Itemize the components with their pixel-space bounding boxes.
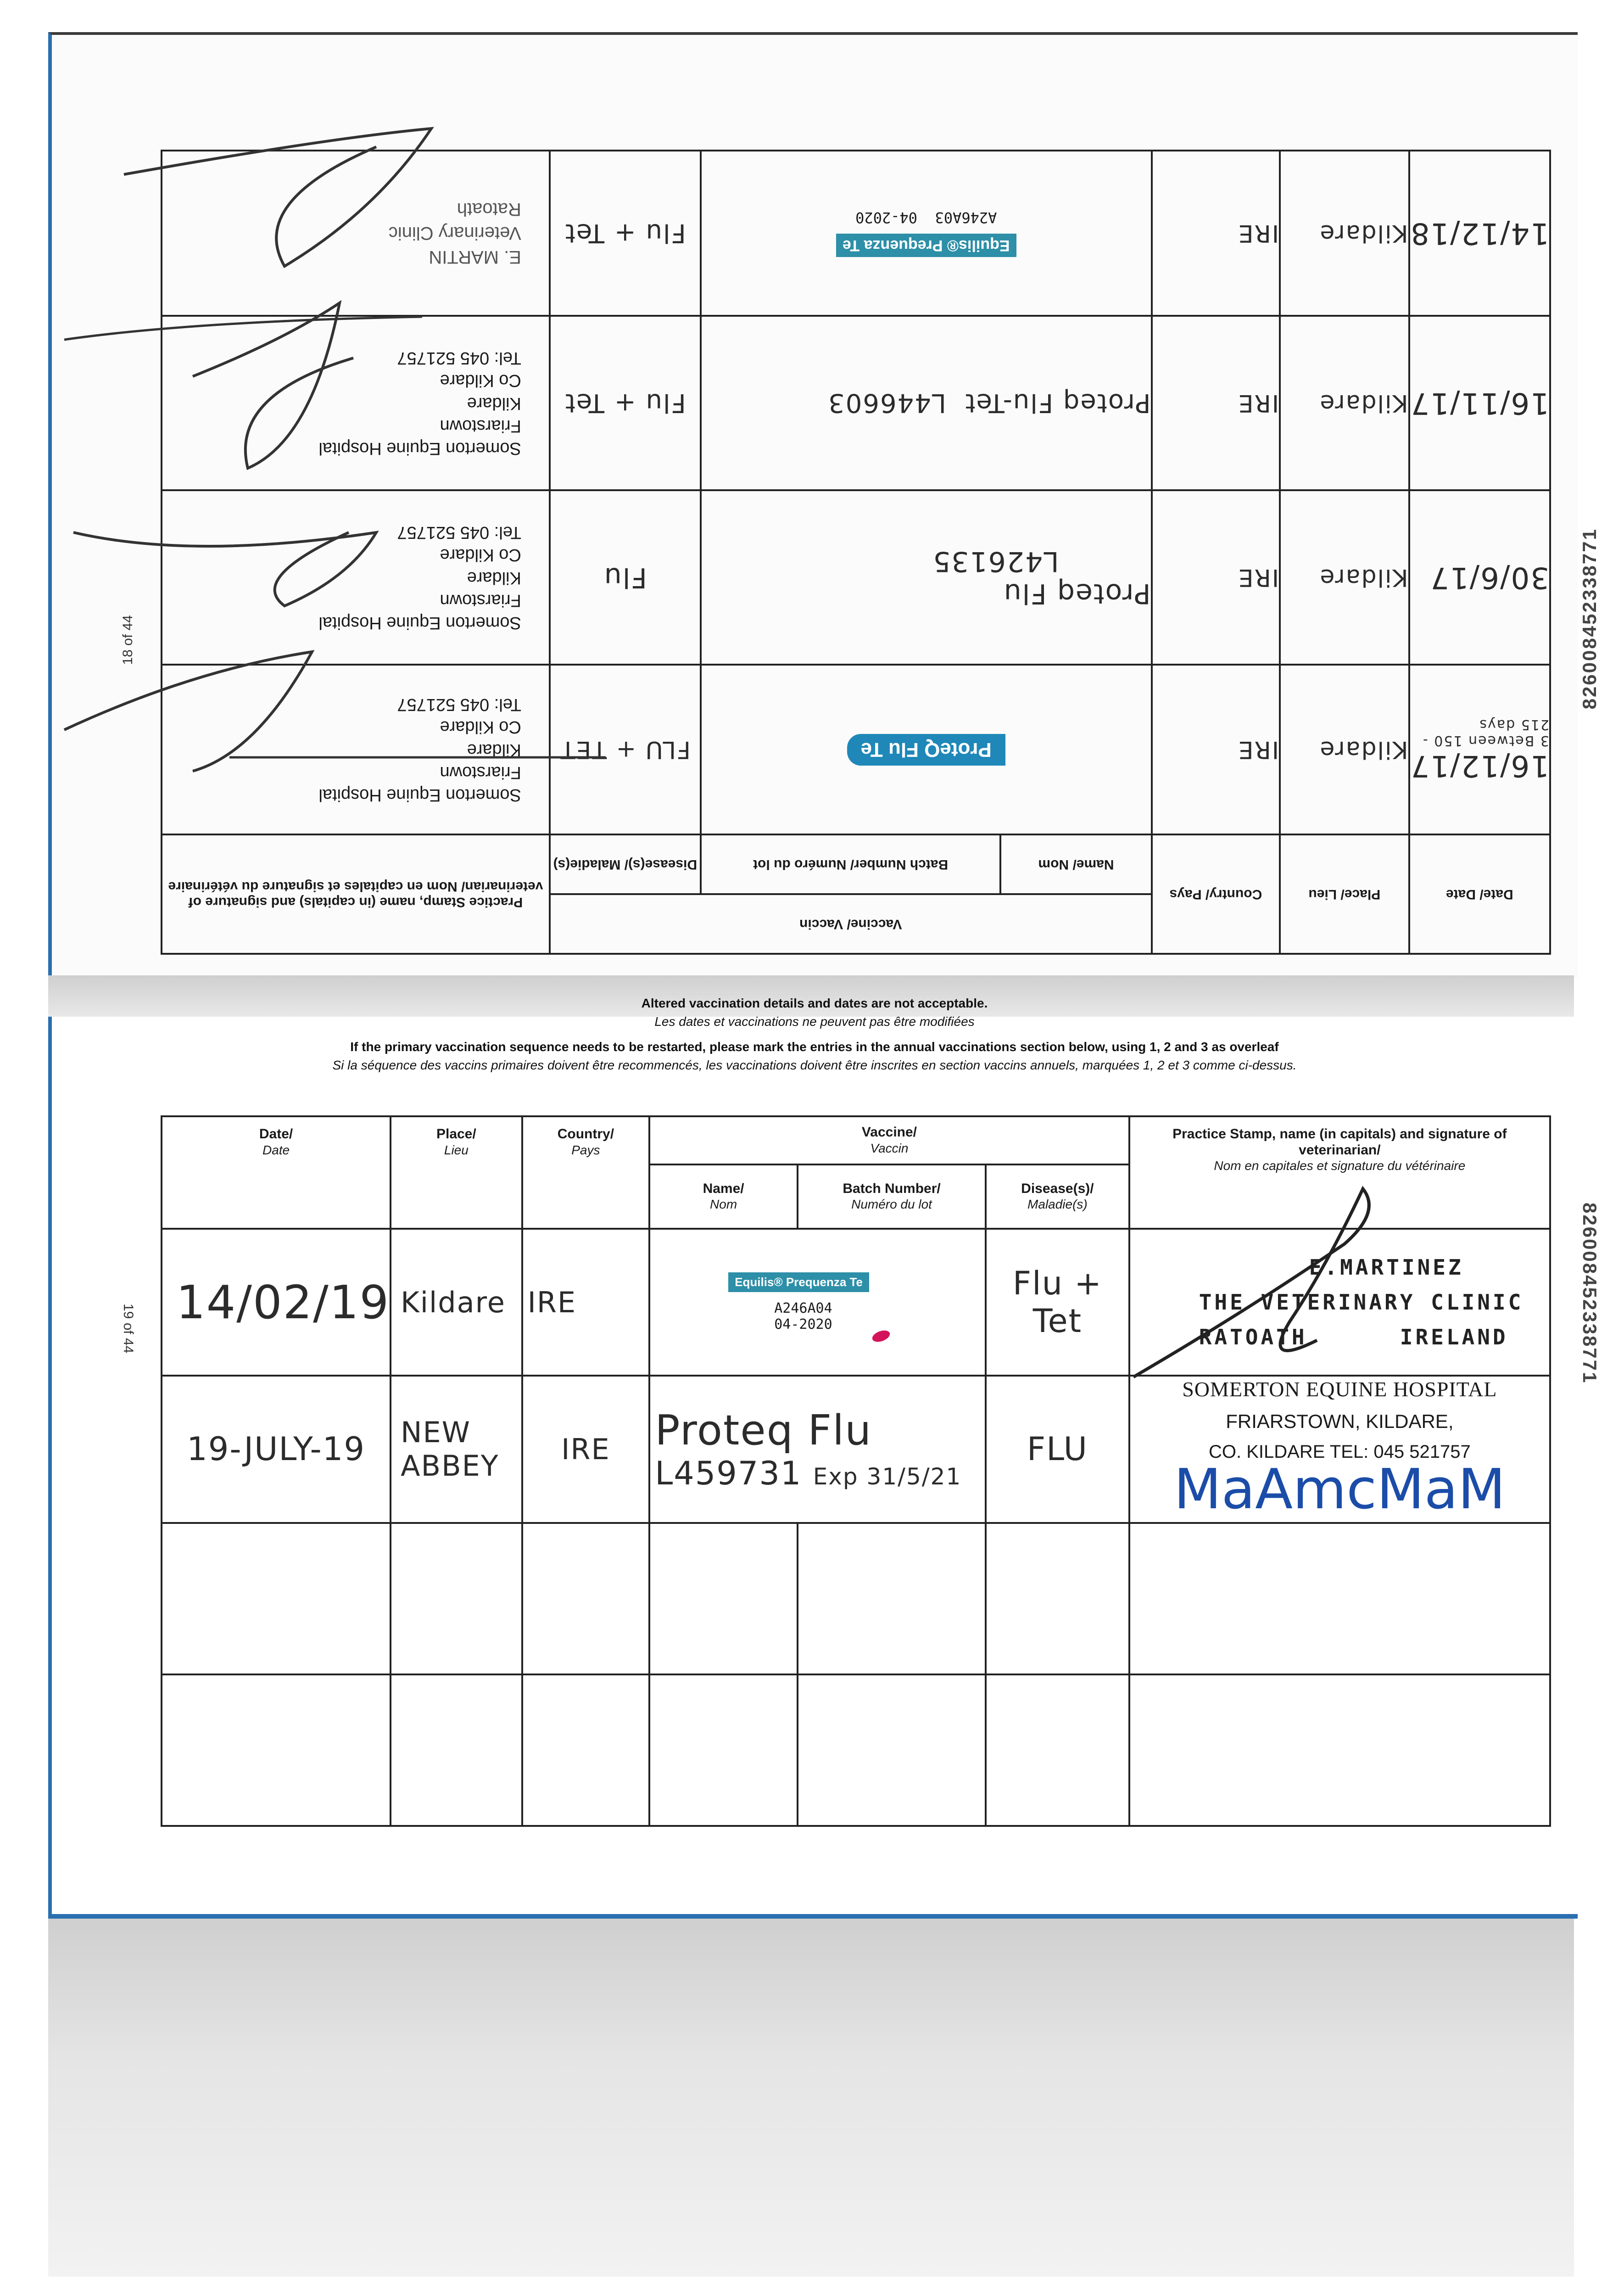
header-place: Place/ Lieu <box>391 1116 522 1229</box>
disease-cell: FLU <box>986 1376 1129 1523</box>
signature: MaAmcMaM <box>1174 1457 1506 1522</box>
top-page-number: 18 of 44 <box>120 615 135 665</box>
date-cell: 30/6/17 <box>1409 490 1550 665</box>
vaccine-batch-cell: Proteq Flu-Tet L446603 <box>701 316 1152 490</box>
vaccine-sticker-cell: Equilis® Prequenza Te A246A03 04-2020 <box>701 151 1152 316</box>
practice-stamp: Somerton Equine Hospital Friarstown Kildare Co Kildare Tel: 045 521757 <box>162 665 550 834</box>
vaccine-batch-cell: Proteq Flu L426135 <box>701 490 1152 665</box>
header-batch: Batch Number/ Numéro du lot <box>798 1164 986 1229</box>
header-vaccine: Vaccine/ Vaccin <box>550 894 1152 954</box>
country-cell: IRE <box>1152 151 1280 316</box>
vaccine-sticker-cell <box>649 1229 986 1376</box>
notice-restart-fr: Si la séquence des vaccins primaires doivent être recommencés, les vaccinations doivent être inscrites en section vaccins annuels, marquées 1, 2 et 3 comme ci-dessus. <box>332 1058 1297 1072</box>
date-cell: 16/11/17 <box>1409 316 1550 490</box>
vaccine-sticker: Equilis® Prequenza Te <box>836 234 1016 257</box>
country-cell: IRE <box>1152 665 1280 834</box>
disease-cell: Flu <box>550 490 701 665</box>
header-date: Date/ Date <box>1409 834 1550 954</box>
signature-martinez <box>1124 1175 1445 1382</box>
table-row <box>162 1376 1550 1523</box>
header-country: Country/ Pays <box>522 1116 650 1229</box>
place-cell: Kildare <box>1280 316 1409 490</box>
table-row <box>162 1674 1550 1826</box>
date-cell: 14/02/19 <box>162 1229 391 1376</box>
country-cell: IRE <box>522 1229 650 1376</box>
header-name: Name/ Nom <box>1000 834 1151 894</box>
bottom-side-id: 826008452338771 <box>1579 1203 1601 1384</box>
date-cell: 16/12/17 3 Between 150 - 215 days <box>1409 665 1550 834</box>
place-cell: Kildare <box>1280 665 1409 834</box>
practice-stamp: Somerton Equine Hospital Friarstown Kildare Co Kildare Tel: 045 521757 <box>162 490 550 665</box>
signature-scribbles-top <box>55 119 606 808</box>
scan-shadow <box>48 1919 1574 2277</box>
disease-cell: FLU + TET <box>550 665 701 834</box>
vaccine-label-cell <box>701 665 1152 834</box>
practice-stamp: SOMERTON EQUINE HOSPITAL FRIARSTOWN, KILDARE, CO. KILDARE TEL: 045 521757 MaAmcMaM <box>1129 1376 1550 1523</box>
country-cell: IRE <box>522 1376 650 1523</box>
vaccine-sticker: Equilis® Prequenza Te <box>728 1272 869 1292</box>
header-date: Date/ Date <box>162 1116 391 1229</box>
table-row <box>162 1523 1550 1674</box>
date-cell: 14/12/18 <box>1409 151 1550 316</box>
batch-number: A246A04 <box>774 1300 832 1316</box>
notice-restart: If the primary vaccination sequence needs to be restarted, please mark the entries in the annual vaccinations section below, using 1, 2 and 3 as overleaf <box>350 1040 1279 1054</box>
place-cell: Kildare <box>1280 151 1409 316</box>
header-practice: Practice Stamp, name (in capitals) and signature of veterinarian/ Nom en capitales et signature du vétérinaire <box>162 834 550 954</box>
vaccine-batch-cell: Proteq Flu L459731 Exp 31/5/21 <box>649 1376 986 1523</box>
header-country: Country/ Pays <box>1152 834 1280 954</box>
disease-cell: Flu + Tet <box>550 151 701 316</box>
header-batch: Batch Number/ Numéro du lot <box>701 834 1001 894</box>
notice-altered-fr: Les dates et vaccinations ne peuvent pas être modifiées <box>654 1014 975 1029</box>
country-cell: IRE <box>1152 490 1280 665</box>
header-place: Place/ Lieu <box>1280 834 1409 954</box>
date-cell: 19-JULY-19 <box>162 1376 391 1523</box>
disease-cell: Flu + Tet <box>986 1229 1129 1376</box>
place-cell: Kildare <box>391 1229 522 1376</box>
practice-stamp: E.MARTINEZ THE VETERINARY CLINIC RATOATH IRELAND <box>1129 1229 1550 1376</box>
top-side-id: 826008452338771 <box>1579 528 1600 710</box>
header-vaccine: Vaccine/ Vaccin <box>649 1116 1129 1164</box>
header-disease: Disease(s)/ Maladie(s) <box>550 834 701 894</box>
bottom-page-number: 19 of 44 <box>121 1304 136 1354</box>
practice-stamp: E. MARTIN Veterinary Clinic Ratoath <box>162 151 550 316</box>
scan-border <box>0 0 1624 34</box>
disease-cell: Flu + Tet <box>550 316 701 490</box>
place-cell: NEW ABBEY <box>391 1376 522 1523</box>
vaccine-sticker: ProteQ Flu Te <box>847 734 1005 766</box>
notice-altered: Altered vaccination details and dates are not acceptable. <box>641 996 988 1010</box>
place-cell: Kildare <box>1280 490 1409 665</box>
country-cell: IRE <box>1152 316 1280 490</box>
header-practice: Practice Stamp, name (in capitals) and signature of veterinarian/ Nom en capitales et signature du vétérinaire <box>1129 1116 1550 1229</box>
expiry-date: 04-2020 <box>774 1316 832 1332</box>
practice-stamp: Somerton Equine Hospital Friarstown Kildare Co Kildare Tel: 045 521757 <box>162 316 550 490</box>
header-disease: Disease(s)/ Maladie(s) <box>986 1164 1129 1229</box>
header-name: Name/ Nom <box>649 1164 798 1229</box>
